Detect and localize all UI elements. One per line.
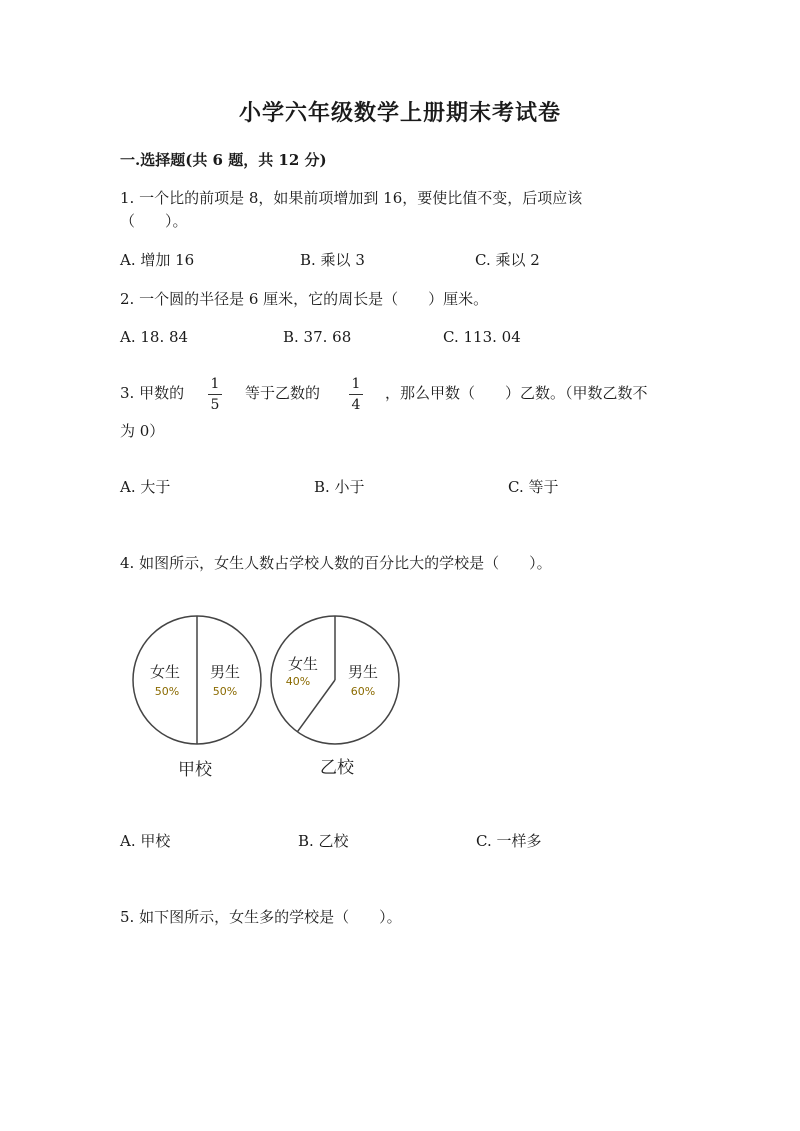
school-a-name: 甲校 — [178, 760, 212, 780]
question-2-option-c[interactable]: C. 113. 04 — [443, 328, 521, 346]
question-3-stem-part-c: ，那么甲数（ ）乙数。（甲数乙数不 — [385, 384, 648, 402]
section-heading: 一.选择题(共 6 题，共 12 分) — [120, 151, 327, 169]
question-1-stem: 1. 一个比的前项是 8，如果前项增加到 16，要使比值不变，后项应该 — [120, 189, 583, 207]
fraction-one-fourth — [348, 376, 364, 413]
question-3-stem-cont: 为 0） — [120, 422, 165, 440]
school-pie-charts-figure — [125, 605, 425, 790]
school-b-girls-pct: 40% — [285, 675, 311, 688]
question-1-option-a[interactable]: A. 增加 16 — [120, 251, 195, 269]
pie-charts-svg — [125, 605, 425, 790]
question-4-option-b[interactable]: B. 乙校 — [298, 832, 349, 850]
question-3-option-c[interactable]: C. 等于 — [508, 478, 559, 496]
question-1-stem-cont: （ ）。 — [120, 212, 188, 230]
question-3-stem-part-b: 等于乙数的 — [245, 384, 321, 402]
fraction-numerator: 1 — [210, 376, 220, 392]
fraction-numerator: 1 — [351, 376, 361, 392]
school-b-boys-label: 男生 — [347, 663, 379, 681]
fraction-denominator: 5 — [210, 397, 220, 413]
question-4-stem: 4. 如图所示，女生人数占学校人数的百分比大的学校是（ ）。 — [120, 554, 552, 572]
school-b-boys-pct: 60% — [350, 685, 376, 698]
school-a-boys-pct: 50% — [212, 685, 238, 698]
school-a-girls-label: 女生 — [149, 663, 181, 681]
fraction-one-fifth — [207, 376, 223, 413]
question-5-stem: 5. 如下图所示，女生多的学校是（ ）。 — [120, 908, 402, 926]
page-title: 小学六年级数学上册期末考试卷 — [238, 100, 561, 126]
fraction-bar — [349, 394, 363, 395]
question-1-option-b[interactable]: B. 乘以 3 — [300, 251, 365, 269]
question-1-option-c[interactable]: C. 乘以 2 — [475, 251, 540, 269]
fraction-bar — [208, 394, 222, 395]
question-4-option-c[interactable]: C. 一样多 — [476, 832, 542, 850]
school-b-name: 乙校 — [320, 758, 354, 778]
question-4-option-a[interactable]: A. 甲校 — [120, 832, 171, 850]
question-2-option-b[interactable]: B. 37. 68 — [283, 328, 352, 346]
school-b-girls-label: 女生 — [287, 655, 319, 673]
question-3-option-a[interactable]: A. 大于 — [120, 478, 171, 496]
question-2-option-a[interactable]: A. 18. 84 — [120, 328, 189, 346]
question-3-stem-part-a: 3. 甲数的 — [120, 384, 185, 402]
school-a-girls-pct: 50% — [154, 685, 180, 698]
question-3-option-b[interactable]: B. 小于 — [314, 478, 365, 496]
question-2-stem: 2. 一个圆的半径是 6 厘米，它的周长是（ ）厘米。 — [120, 290, 489, 308]
fraction-denominator: 4 — [351, 397, 361, 413]
school-a-boys-label: 男生 — [209, 663, 241, 681]
